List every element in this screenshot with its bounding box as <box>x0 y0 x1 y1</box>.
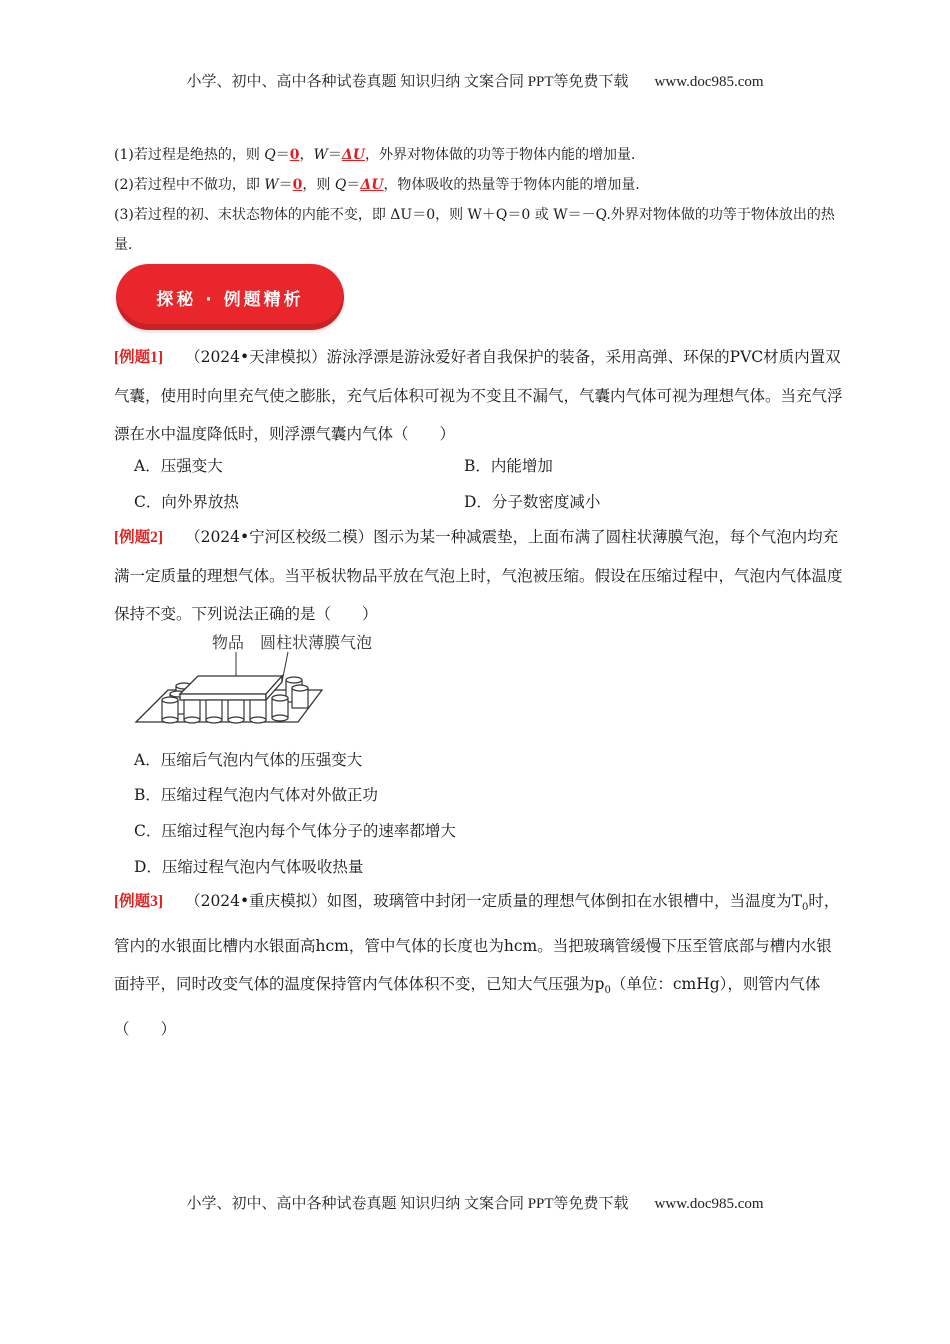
q1-option-b[interactable]: B．内能增加 <box>464 457 553 475</box>
shock-pad-illustration <box>132 628 373 728</box>
theory-section <box>114 140 842 260</box>
question-tag: [例题3] <box>114 893 164 910</box>
answer-blank: ΔU <box>360 177 384 193</box>
answer-blank: 0 <box>292 177 303 193</box>
theory-line-2: (2)若过程中不做功，即 W＝0，则 Q＝ΔU，物体吸收的热量等于物体内能的增加量． <box>114 177 650 193</box>
q1-option-a[interactable]: A．压强变大 <box>134 457 223 475</box>
q2-option-d[interactable]: D．压缩过程气泡内气体吸收热量 <box>134 858 364 876</box>
theory-line-1: (1)若过程是绝热的，则 Q＝0，W＝ΔU，外界对物体做的功等于物体内能的增加量． <box>114 147 645 163</box>
q2-option-c[interactable]: C．压缩过程气泡内每个气体分子的速率都增大 <box>134 822 456 840</box>
section-banner: 探秘 · 例题精析 <box>116 264 344 330</box>
page-header <box>0 70 950 91</box>
q1-option-c[interactable]: C．向外界放热 <box>134 493 239 511</box>
question-tag: [例题2] <box>114 529 164 546</box>
figure-label-bubble: 圆柱状薄膜气泡 <box>260 633 373 652</box>
page-footer <box>0 1192 950 1213</box>
q2-option-a[interactable]: A．压缩后气泡内气体的压强变大 <box>134 751 363 769</box>
footer-text: 小学、初中、高中各种试卷真题 知识归纳 文案合同 PPT等免费下载 <box>186 1196 629 1212</box>
question-text: （2024•重庆模拟）如图，玻璃管中封闭一定质量的理想气体倒扣在水银槽中，当温度为$T_0$时，管内的水银面比槽内水银面高hcm，管中气体的长度也为hcm。当把玻璃管缓慢下压至管底部与槽内水银面持平，同时改变气体的温度保持管内气体体积不变，已知大气压强为$p_0$（单位：cmHg），则管内气体（ ） <box>114 892 840 1039</box>
question-2 <box>114 518 844 633</box>
header-text: 小学、初中、高中各种试卷真题 知识归纳 文案合同 PPT等免费下载 <box>186 74 629 90</box>
theory-line-3: (3)若过程的初、末状态物体的内能不变，即 ΔU＝0，则 W＋Q＝0 或 W＝－Q.外界对物体做的功等于物体放出的热量． <box>114 207 835 253</box>
figure-label-item: 物品 <box>212 633 245 652</box>
question-1 <box>114 338 844 453</box>
question-text: （2024•宁河区校级二模）图示为某一种减震垫，上面布满了圆柱状薄膜气泡，每个气泡内均充满一定质量的理想气体。当平板状物品平放在气泡上时，气泡被压缩。假设在压缩过程中，气泡内气体温度保持不变。下列说法正确的是（ ） <box>114 528 843 623</box>
footer-site-link[interactable]: www.doc985.com <box>654 1196 764 1212</box>
shock-pad-diagram <box>132 628 373 728</box>
question-text: （2024•天津模拟）游泳浮漂是游泳爱好者自我保护的装备，采用高弹、环保的PVC材质内置双气囊，使用时向里充气使之膨胀，充气后体积可视为不变且不漏气，气囊内气体可视为理想气体。当充气浮漂在水中温度降低时，则浮漂气囊内气体（ ） <box>114 348 843 443</box>
answer-blank: ΔU <box>341 147 365 163</box>
question-tag: [例题1] <box>114 349 164 366</box>
answer-blank: 0 <box>289 147 300 163</box>
q1-option-d[interactable]: D．分子数密度减小 <box>464 493 601 511</box>
q2-option-b[interactable]: B．压缩过程气泡内气体对外做正功 <box>134 786 378 804</box>
question-3 <box>114 882 844 1048</box>
header-site-link[interactable]: www.doc985.com <box>654 74 764 90</box>
